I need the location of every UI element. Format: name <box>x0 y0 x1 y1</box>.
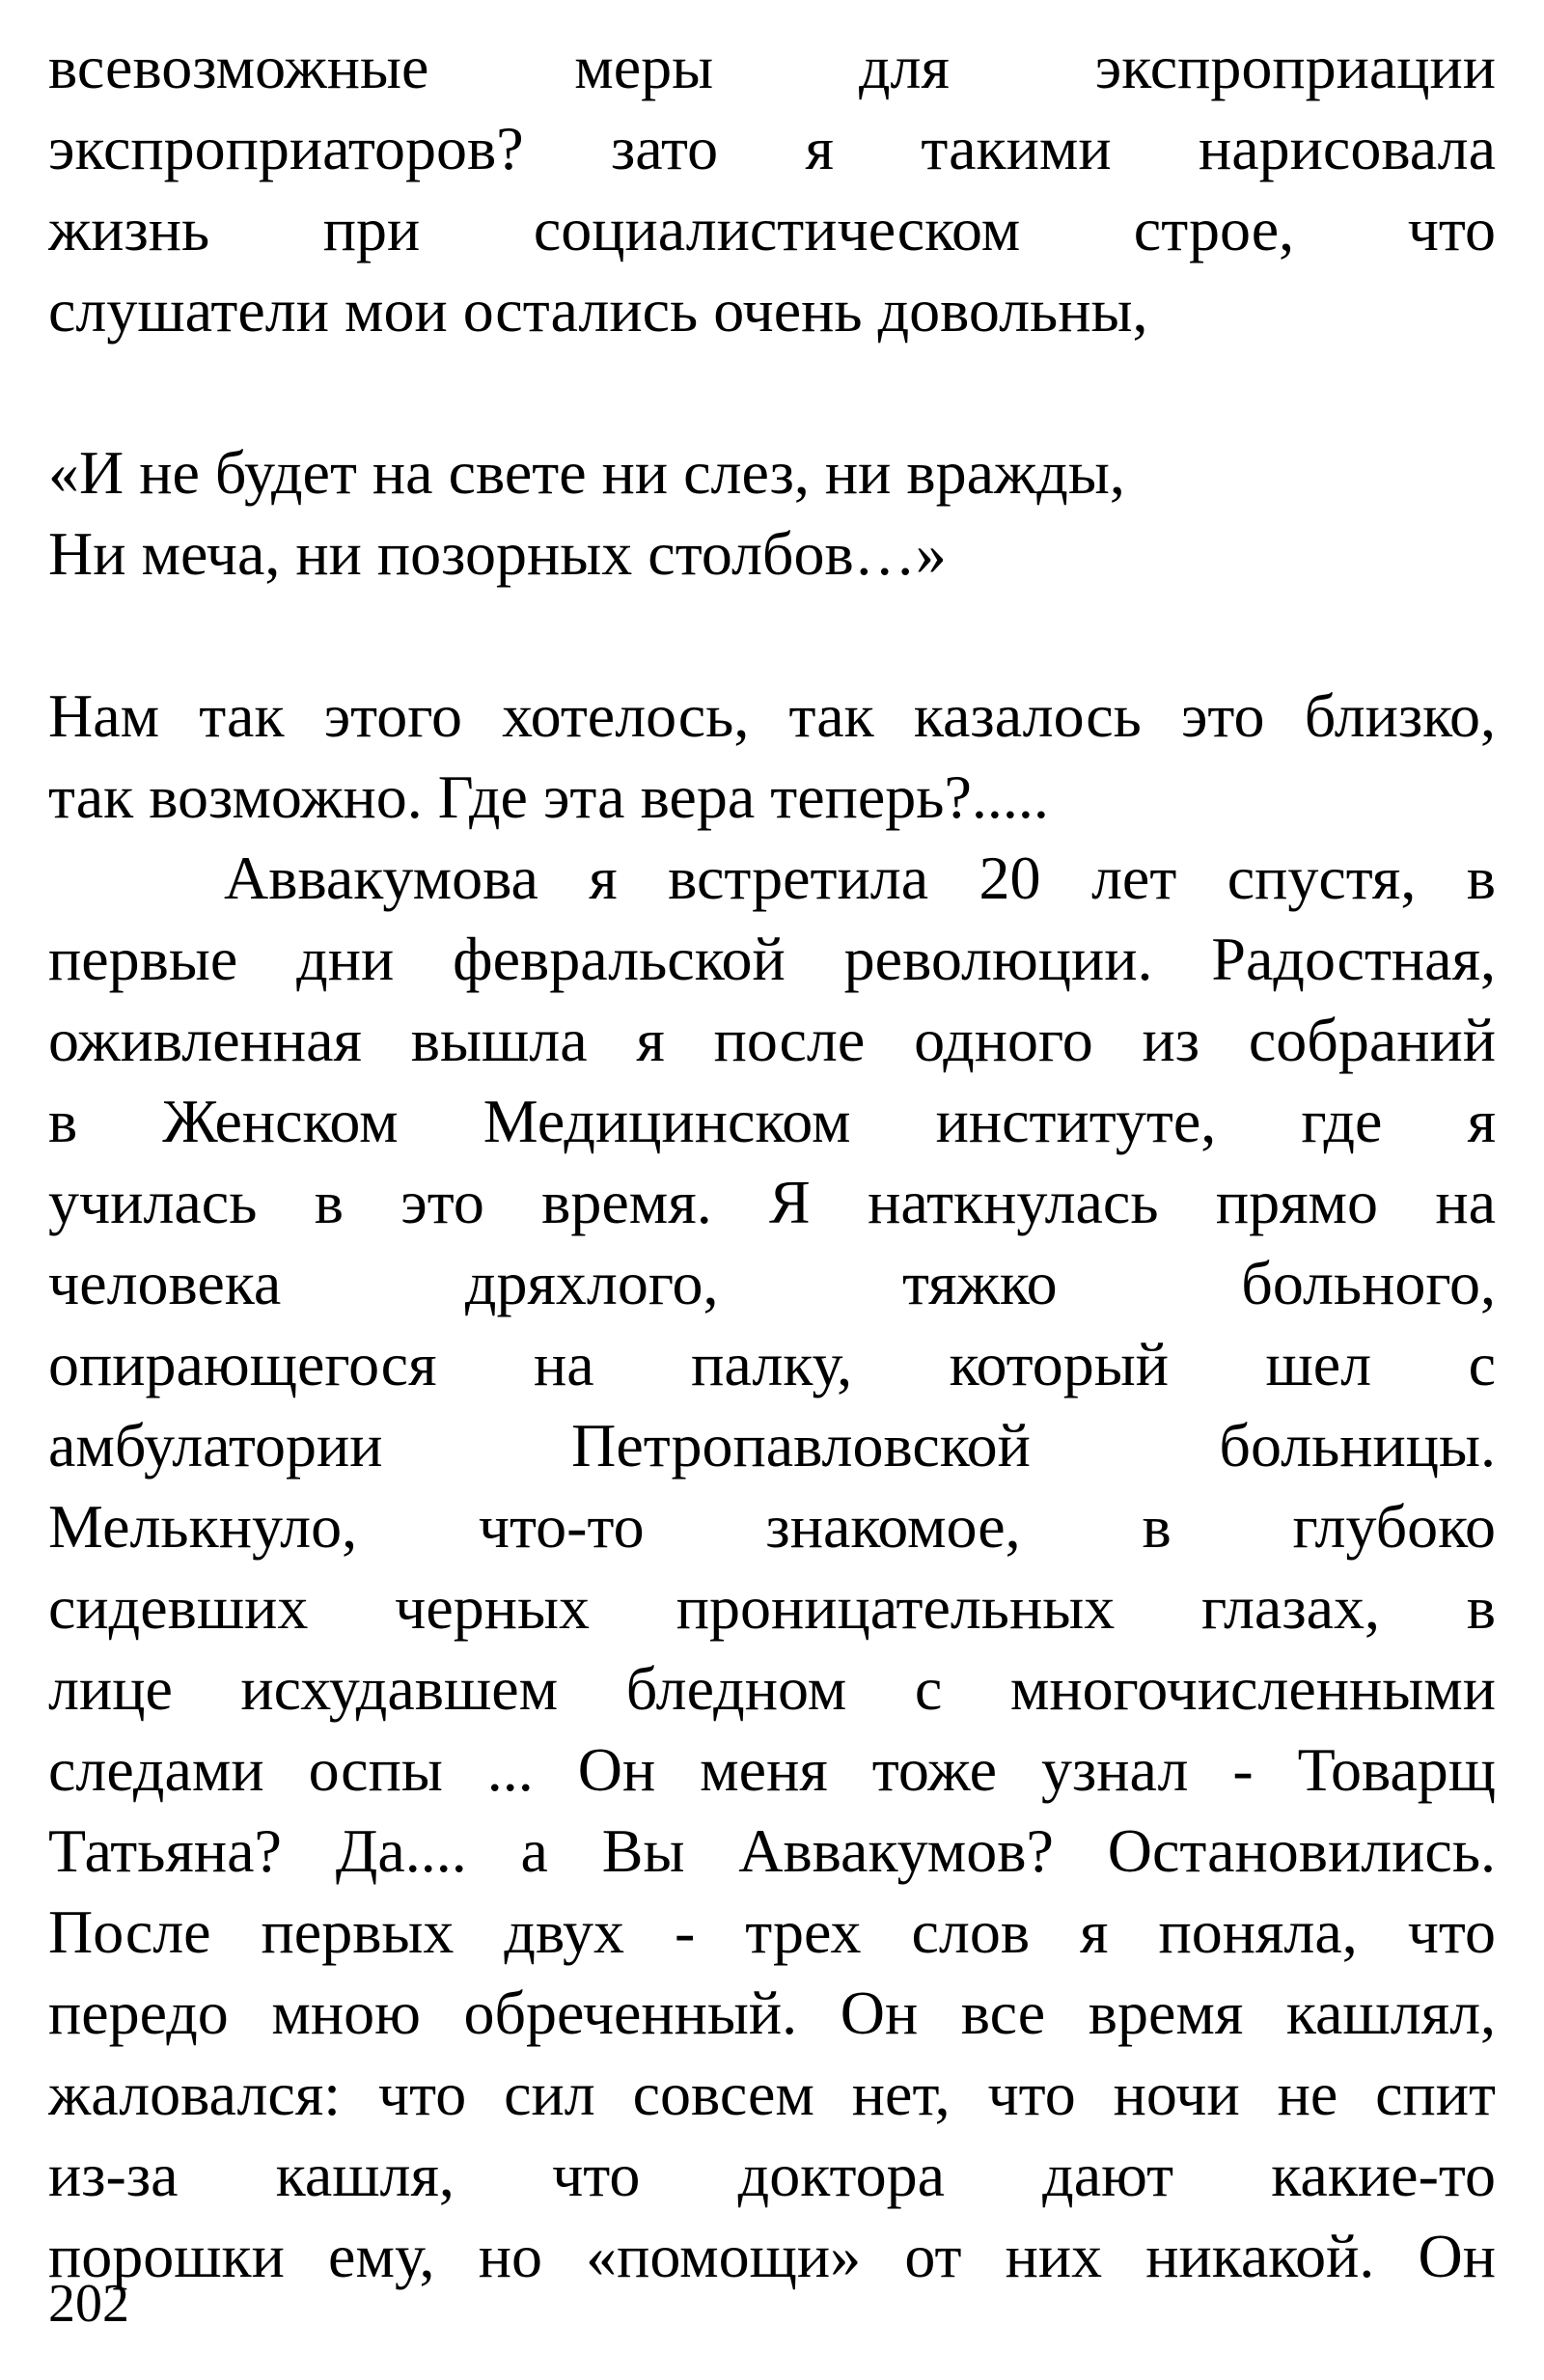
paragraph <box>48 838 1496 2297</box>
text-line: Аввакумова я встретила 20 лет спустя, в <box>224 844 1496 912</box>
text-line: в Женском Медицинском институте, где я <box>48 1087 1496 1155</box>
text-line: экспроприаторов? зато я такими нарисовала <box>48 114 1496 182</box>
text-line: порошки ему, но «помощи» от них никакой. Он <box>48 2222 1496 2290</box>
paragraph <box>48 27 1496 351</box>
text-line: училась в это время. Я наткнулась прямо на <box>48 1168 1496 1236</box>
text-line: всевозможные меры для экспроприации <box>48 33 1496 101</box>
quote-line: Ни меча, ни позорных столбов…» <box>48 519 947 588</box>
blank-line <box>48 351 1496 432</box>
text-line: Нам так этого хотелось, так казалось это близко, <box>48 681 1496 750</box>
text-line: амбулатории Петропавловской больницы. <box>48 1411 1496 1480</box>
blank-line <box>48 595 1496 676</box>
paragraph <box>48 676 1496 838</box>
text-line: передо мною обреченный. Он все время кашлял, <box>48 1979 1496 2047</box>
text-line: человека дряхлого, тяжко больного, <box>48 1249 1496 1317</box>
text-line: сидевших черных проницательных глазах, в <box>48 1573 1496 1642</box>
page-body <box>48 27 1496 2297</box>
text-line: После первых двух - трех слов я поняла, что <box>48 1897 1496 1966</box>
text-line: так возможно. Где эта вера теперь?..... <box>48 762 1049 831</box>
text-line: первые дни февральской революции. Радостная, <box>48 925 1496 993</box>
text-line: слушатели мои остались очень довольны, <box>48 276 1148 345</box>
page-number: 202 <box>48 2274 129 2334</box>
text-line: лице исхудавшем бледном с многочисленными <box>48 1654 1496 1723</box>
text-line: следами оспы ... Он меня тоже узнал - Товарщ <box>48 1735 1496 1804</box>
text-line: опирающегося на палку, который шел с <box>48 1330 1496 1398</box>
text-line: из-за кашля, что доктора дают какие-то <box>48 2141 1496 2209</box>
quote-line: «И не будет на свете ни слез, ни вражды, <box>48 438 1125 507</box>
text-line: жаловался: что сил совсем нет, что ночи не спит <box>48 2060 1496 2128</box>
text-line: оживленная вышла я после одного из собраний <box>48 1006 1496 1074</box>
text-line: Татьяна? Да.... а Вы Аввакумов? Остановились. <box>48 1816 1496 1885</box>
text-line: Мелькнуло, что-то знакомое, в глубоко <box>48 1492 1496 1561</box>
poem-quote <box>48 432 1496 595</box>
text-line: жизнь при социалистическом строе, что <box>48 195 1496 263</box>
